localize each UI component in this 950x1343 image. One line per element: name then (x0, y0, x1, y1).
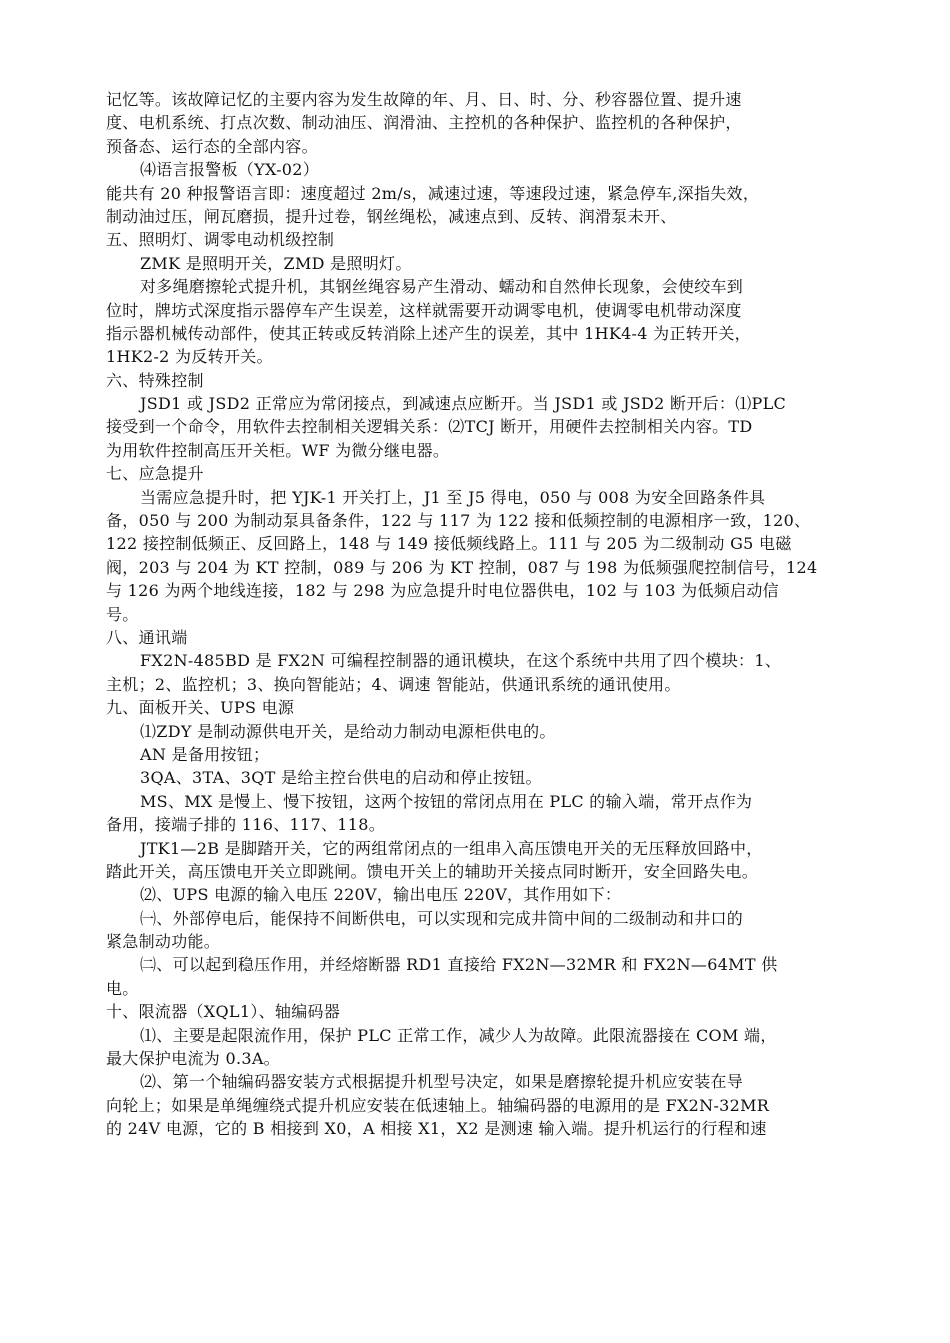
text-line: 制动油过压，闸瓦磨损，提升过卷，钢丝绳松，减速点到、反转、润滑泵未开、 (106, 206, 677, 226)
text-line: 为用软件控制高压开关柜。WF 为微分继电器。 (106, 440, 450, 460)
text-line: 备，050 与 200 为制动泵具备条件，122 与 117 为 122 接和低频控制的电源相序一致，120、 (106, 511, 811, 531)
text-line: 主机；2、监控机；3、换向智能站；4、调速 智能站，供通讯系统的通讯使用。 (106, 674, 681, 694)
section-heading: 七、应急提升 (106, 464, 204, 484)
text-line: 接受到一个命令，用软件去控制相关逻辑关系：⑵TCJ 断开，用硬件去控制相关内容。TD (106, 417, 753, 437)
text-line: 122 接控制低频正、反回路上，148 与 149 接低频线路上。111 与 205 为二级制动 G5 电磁 (106, 534, 792, 554)
subsection-heading: ⑷语言报警板（YX-02） (140, 160, 320, 180)
text-line: FX2N-485BD 是 FX2N 可编程控制器的通讯模块，在这个系统中共用了四个模块：1、 (140, 651, 782, 671)
text-line: 当需应急提升时，把 YJK-1 开关打上，J1 至 J5 得电，050 与 008 为安全回路条件具 (140, 487, 766, 507)
text-line: ㈠、外部停电后，能保持不间断供电，可以实现和完成井筒中间的二级制动和井口的 (140, 908, 744, 928)
text-line: 记忆等。该故障记忆的主要内容为发生故障的年、月、日、时、分、秒容器位置、提升速 (106, 90, 742, 109)
text-line: ZMK 是照明开关，ZMD 是照明灯。 (140, 253, 412, 273)
text-line: 向轮上；如果是单绳缠绕式提升机应安装在低速轴上。轴编码器的电源用的是 FX2N-32MR (106, 1095, 770, 1115)
text-line: ⑴、主要是起限流作用，保护 PLC 正常工作，减少人为故障。此限流器接在 COM 端， (140, 1025, 777, 1045)
section-heading: 十、限流器（XQL1）、轴编码器 (106, 1002, 341, 1022)
text-line: 阀，203 与 204 为 KT 控制，089 与 206 为 KT 控制，087 与 198 为低频强爬控制信号，124 (106, 557, 818, 577)
text-line: 紧急制动功能。 (106, 932, 221, 952)
section-heading: 八、通讯端 (106, 627, 188, 647)
section-heading: 六、特殊控制 (106, 370, 204, 390)
text-line: 电。 (106, 978, 139, 998)
text-line: 位时，牌坊式深度指示器停车产生误差，这样就需要开动调零电机，使调零电机带动深度 (106, 300, 742, 320)
text-line: MS、MX 是慢上、慢下按钮，这两个按钮的常闭点用在 PLC 的输入端，常开点作为 (140, 791, 753, 811)
section-heading: 九、面板开关、UPS 电源 (106, 698, 295, 718)
text-line: ⑵、UPS 电源的输入电压 220V，输出电压 220V，其作用如下： (140, 885, 622, 905)
text-line: ⑴ZDY 是制动源供电开关，是给动力制动电源柜供电的。 (140, 721, 556, 741)
text-line: ㈡、可以起到稳压作用，并经熔断器 RD1 直接给 FX2N—32MR 和 FX2N—64MT 供 (140, 955, 778, 975)
text-line: 对多绳磨擦轮式提升机，其钢丝绳容易产生滑动、蠕动和自然伸长现象，会使绞车到 (140, 277, 744, 297)
text-line: 与 126 为两个地线连接，182 与 298 为应急提升时电位器供电，102 与 103 为低频启动信 (106, 581, 779, 601)
text-line: 备用，接端子排的 116、117、118。 (106, 815, 386, 835)
section-heading: 五、照明灯、调零电动机级控制 (106, 230, 335, 250)
text-line: ⑵、第一个轴编码器安装方式根据提升机型号决定，如果是磨擦轮提升机应安装在导 (140, 1072, 744, 1092)
text-line: 的 24V 电源，它的 B 相接到 X0，A 相接 X1，X2 是测速 输入端。提升机运行的行程和速 (106, 1119, 767, 1139)
text-line: 最大保护电流为 0.3A。 (106, 1049, 280, 1069)
text-line: JTK1—2B 是脚踏开关，它的两组常闭点的一组串入高压馈电开关的无压释放回路中， (140, 838, 763, 858)
text-line: 1HK2-2 为反转开关。 (106, 347, 273, 367)
text-line: 能共有 20 种报警语言即：速度超过 2m/s，减速过速，等速段过速，紧急停车,深指失效， (106, 183, 760, 203)
text-line: JSD1 或 JSD2 正常应为常闭接点，到减速点应断开。当 JSD1 或 JSD2 断开后：⑴PLC (140, 394, 787, 414)
text-line: 3QA、3TA、3QT 是给主控台供电的启动和停止按钮。 (140, 768, 542, 788)
document-page (106, 88, 850, 1141)
text-line: 号。 (106, 604, 139, 624)
text-line: 踏此开关，高压馈电开关立即跳闸。馈电开关上的辅助开关接点同时断开，安全回路失电。 (106, 861, 759, 881)
text-line: 度、电机系统、打点次数、制动油压、润滑油、主控机的各种保护、监控机的各种保护， (106, 113, 742, 133)
text-line: AN 是备用按钮； (140, 744, 270, 764)
text-line: 指示器机械传动部件，使其正转或反转消除上述产生的误差，其中 1HK4-4 为正转开关， (106, 323, 751, 343)
text-line: 预备态、运行态的全部内容。 (106, 136, 318, 156)
